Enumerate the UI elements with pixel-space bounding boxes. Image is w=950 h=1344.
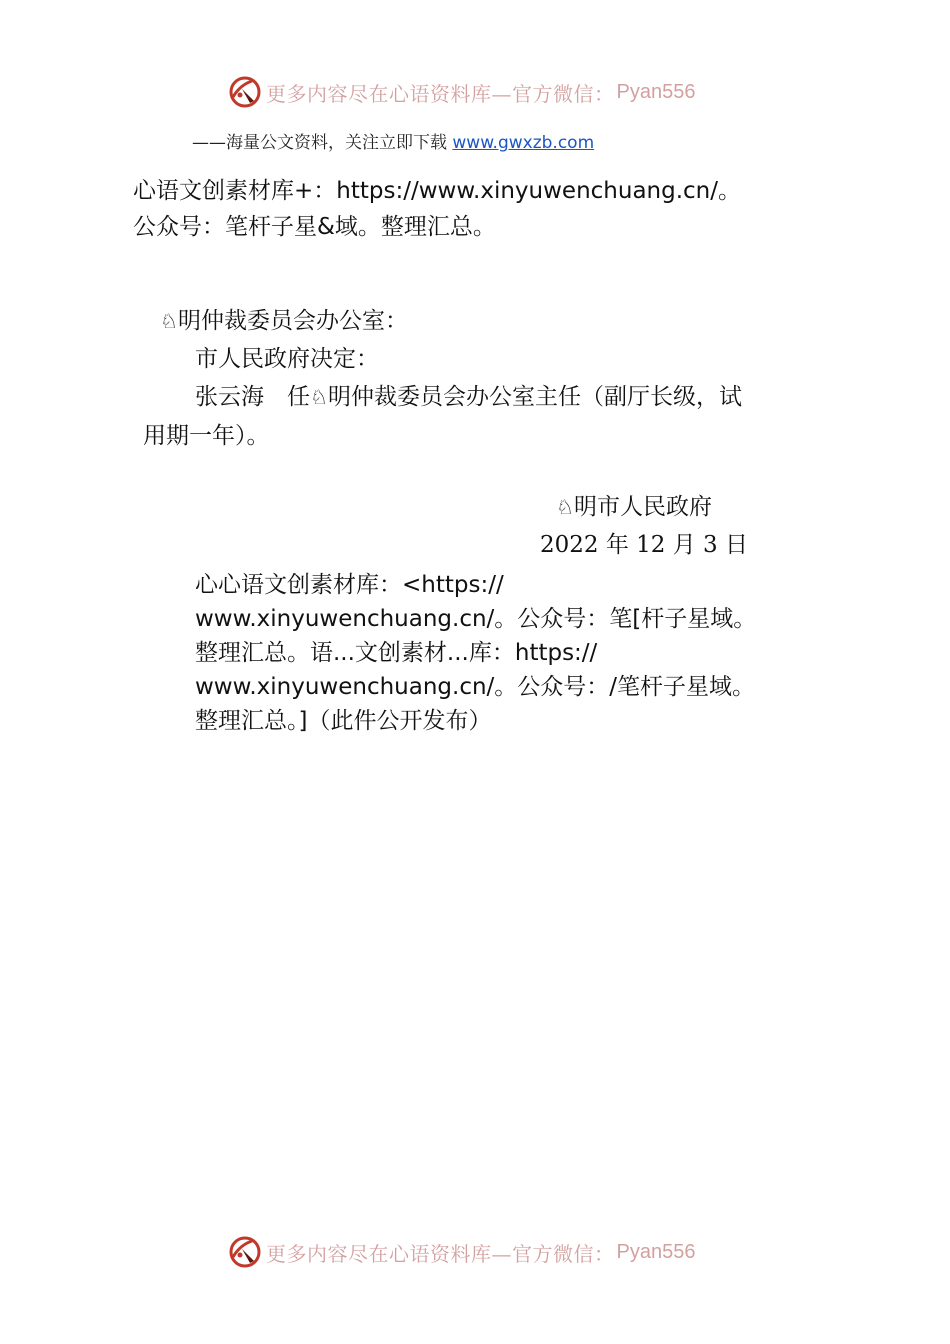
addressee	[160, 304, 408, 338]
missing-glyph-icon: ♘	[160, 309, 178, 333]
footer-note-line-1: 心心语文创素材库：<https://	[195, 572, 504, 598]
appointment-detail: 明仲裁委员会办公室主任（副厅长级，试	[327, 384, 742, 410]
signer-text: 明市人民政府	[573, 494, 712, 520]
notice-line-1: 心语文创素材库+：https://www.xinyuwenchuang.cn/。	[133, 178, 742, 204]
banner-wechat-id: Pyan556	[616, 1240, 696, 1263]
decision-line: 市人民政府决定：	[195, 346, 379, 372]
appointment-line-cont: 用期一年）。	[143, 423, 270, 449]
missing-glyph-icon: ♘	[556, 495, 574, 519]
footer-note-line-4: www.xinyuwenchuang.cn/。公众号：/笔杆子星域。	[195, 674, 756, 700]
notice-line-2: 公众号：笔杆子星&域。整理汇总。	[133, 214, 496, 240]
download-notice	[192, 128, 594, 153]
header-banner	[228, 74, 695, 110]
banner-wechat-id: Pyan556	[616, 80, 696, 103]
pen-logo-icon	[228, 1235, 262, 1269]
footer-note-line-5: 整理汇总。]（此件公开发布）	[195, 708, 492, 734]
download-link[interactable]: www.gwxzb.com	[452, 133, 595, 153]
signer	[556, 490, 712, 524]
pen-logo-icon	[228, 75, 262, 109]
issue-date: 2022 年 12 月 3 日	[540, 532, 748, 558]
footer-note-line-2: www.xinyuwenchuang.cn/。公众号：笔[杆子星域。	[195, 606, 757, 632]
footer-note-line-3: 整理汇总。语...文创素材...库：https://	[195, 640, 598, 666]
banner-text: 更多内容尽在心语资料库—官方微信：	[266, 81, 615, 106]
addressee-text: 明仲裁委员会办公室：	[177, 308, 408, 334]
missing-glyph-icon: ♘	[310, 385, 328, 409]
banner-text: 更多内容尽在心语资料库—官方微信：	[266, 1241, 615, 1266]
footer-banner	[228, 1234, 695, 1270]
download-notice-text: ——海量公文资料，关注立即下载	[192, 133, 453, 153]
appointment-name: 张云海 任	[195, 384, 310, 410]
appointment-line	[195, 380, 742, 414]
